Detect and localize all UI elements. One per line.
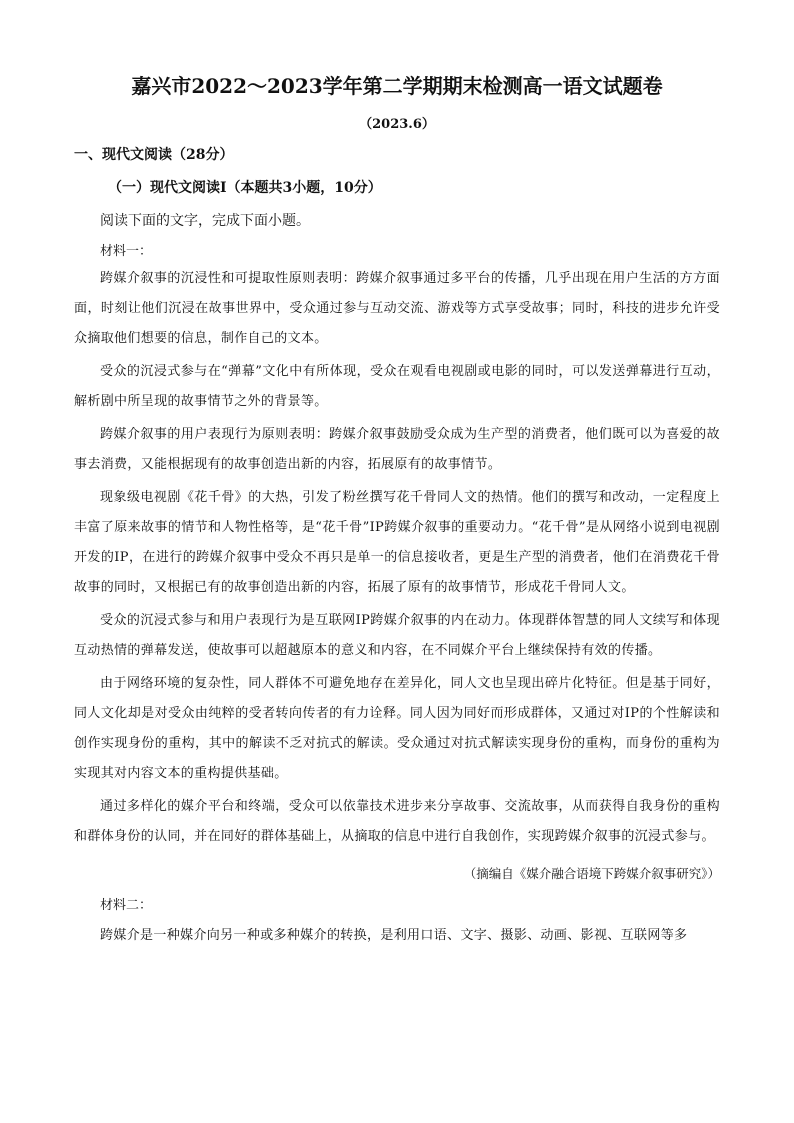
paragraph: 通过多样化的媒介平台和终端，受众可以依靠技术进步来分享故事、交流故事，从而获得自我身份的重构和群体身份的认同，并在同好的群体基础上，从摘取的信息中进行自我创作，实现跨媒介叙事的沉浸式参与。 <box>74 799 720 844</box>
paragraph: 现象级电视剧《花千骨》的大热，引发了粉丝撰写花千骨同人文的热情。他们的撰写和改动，一定程度上丰富了原来故事的情节和人物性格等，是“花千骨”IP跨媒介叙事的重要动力。“花千骨”是从网络小说到电视剧开发的IP，在进行的跨媒介叙事中受众不再只是单一的信息接收者，更是生产型的消费者，他们在消费花千骨故事的同时，又根据已有的故事创造出新的内容，拓展了原有的故事情节，形成花千骨同人文。 <box>74 490 720 595</box>
exam-title: 嘉兴市2022～2023学年第二学期期末检测高一语文试题卷 <box>131 74 663 98</box>
source-citation: （摘编自《媒介融合语境下跨媒介叙事研究》） <box>463 866 720 881</box>
exam-date: （2023.6） <box>359 117 435 132</box>
section-heading: 一、现代文阅读（28分） <box>74 147 234 163</box>
paragraph: 由于网络环境的复杂性，同人群体不可避免地存在差异化，同人文也呈现出碎片化特征。但是基于同好，同人文化却是对受众由纯粹的受者转向传者的有力诠释。同人因为同好而形成群体，又通过对IP的个性解读和创作实现身份的重构，其中的解读不乏对抗式的解读。受众通过对抗式解读实现身份的重构，而身份的重构为实现其对内容文本的重构提供基础。 <box>74 676 720 781</box>
material-one-label: 材料一： <box>100 244 153 259</box>
reading-instruction: 阅读下面的文字，完成下面小题。 <box>100 213 310 229</box>
sub-section-heading: （一）现代文阅读Ⅰ（本题共3小题，10分） <box>108 180 382 196</box>
material-two-label: 材料二： <box>100 898 153 913</box>
paragraph: 受众的沉浸式参与和用户表现行为是互联网IP跨媒介叙事的内在动力。体现群体智慧的同人文续写和体现互动热情的弹幕发送，使故事可以超越原本的意义和内容，在不同媒介平台上继续保持有效的传播。 <box>74 613 720 658</box>
paragraph: 跨媒介叙事的沉浸性和可提取性原则表明：跨媒介叙事通过多平台的传播，几乎出现在用户生活的方方面面，时刻让他们沉浸在故事世界中，受众通过参与互动交流、游戏等方式享受故事；同时，科技的进步允许受众摘取他们想要的信息，制作自己的文本。 <box>74 271 720 346</box>
paragraph: 跨媒介是一种媒介向另一种或多种媒介的转换，是利用口语、文字、摄影、动画、影视、互联网等多 <box>100 928 688 943</box>
paragraph: 跨媒介叙事的用户表现行为原则表明：跨媒介叙事鼓励受众成为生产型的消费者，他们既可以为喜爱的故事去消费，又能根据现有的故事创造出新的内容，拓展原有的故事情节。 <box>74 427 720 472</box>
paragraph: 受众的沉浸式参与在“弹幕”文化中有所体现，受众在观看电视剧或电影的同时，可以发送弹幕进行互动，解析剧中所呈现的故事情节之外的背景等。 <box>74 364 720 409</box>
